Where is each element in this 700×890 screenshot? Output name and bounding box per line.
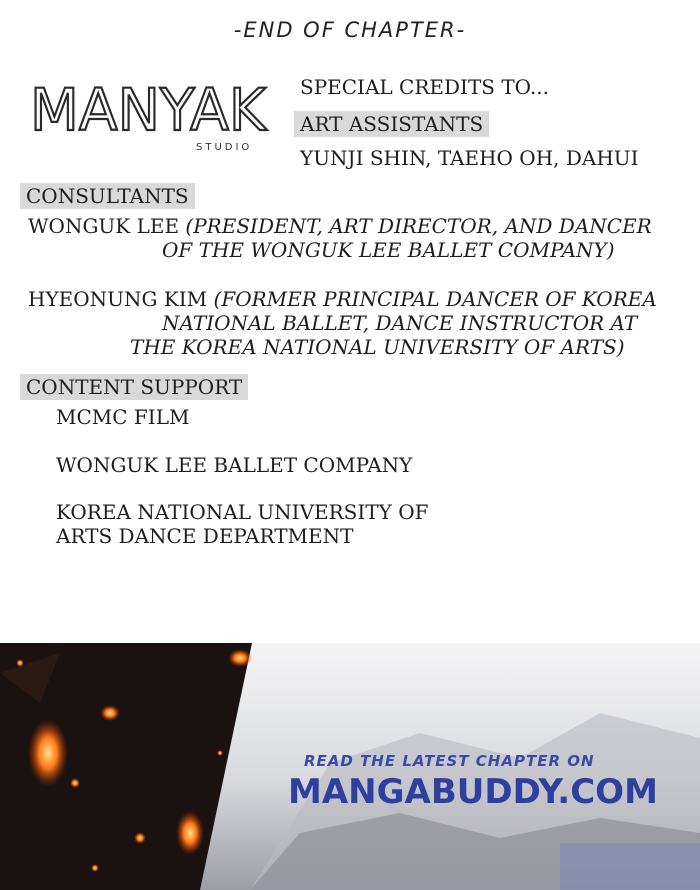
consultant-1-role-1: (PRESIDENT, ART DIRECTOR, AND DANCER [185, 214, 652, 238]
ember-shape [176, 811, 204, 855]
special-credits-heading: SPECIAL CREDITS TO... [300, 75, 549, 99]
manyak-studio-logo [28, 78, 278, 158]
consultant-2-name: HYEONUNG KIM [28, 287, 214, 311]
consultants-label-text: CONSULTANTS [20, 183, 195, 209]
art-assistants-label [294, 112, 489, 136]
ember-shape [217, 750, 223, 756]
consultant-1-line-1 [28, 214, 652, 238]
content-support-label [20, 375, 248, 399]
ember-shape [100, 705, 120, 721]
logo-sub-text: STUDIO [196, 142, 253, 153]
content-support-item: WONGUK LEE BALLET COMPANY [56, 453, 413, 477]
consultant-2-line-1 [28, 287, 657, 311]
art-assistants-label-text: ART ASSISTANTS [294, 111, 489, 137]
art-assistants-names: YUNJI SHIN, TAEHO OH, DAHUI [300, 146, 639, 170]
consultant-2-role-1: (FORMER PRINCIPAL DANCER OF KOREA [213, 287, 657, 311]
ember-shape [28, 719, 68, 787]
consultant-2-role-2: NATIONAL BALLET, DANCE INSTRUCTOR AT [162, 311, 638, 335]
logo-main-text: MANYAK [30, 78, 268, 144]
ember-shape [134, 832, 146, 844]
consultant-1-role-2: OF THE WONGUK LEE BALLET COMPANY) [162, 238, 615, 262]
banner-site-link[interactable]: MANGABUDDY.COM [288, 772, 658, 812]
consultants-label [20, 184, 195, 208]
ember-shape [91, 864, 99, 872]
banner-tagline: READ THE LATEST CHAPTER ON [304, 752, 595, 770]
content-support-item: ARTS DANCE DEPARTMENT [56, 524, 354, 548]
consultant-2-role-3: THE KOREA NATIONAL UNIVERSITY OF ARTS) [130, 335, 625, 359]
ember-shape [16, 659, 24, 667]
content-support-item: KOREA NATIONAL UNIVERSITY OF [56, 500, 429, 524]
consultant-1-name: WONGUK LEE [28, 214, 186, 238]
ember-shape [228, 649, 252, 667]
banner-pixel-noise [560, 843, 700, 890]
ember-shape [70, 778, 80, 788]
content-support-label-text: CONTENT SUPPORT [20, 374, 248, 400]
content-support-item: MCMC FILM [56, 405, 190, 429]
end-of-chapter-title: -END OF CHAPTER- [233, 18, 467, 42]
